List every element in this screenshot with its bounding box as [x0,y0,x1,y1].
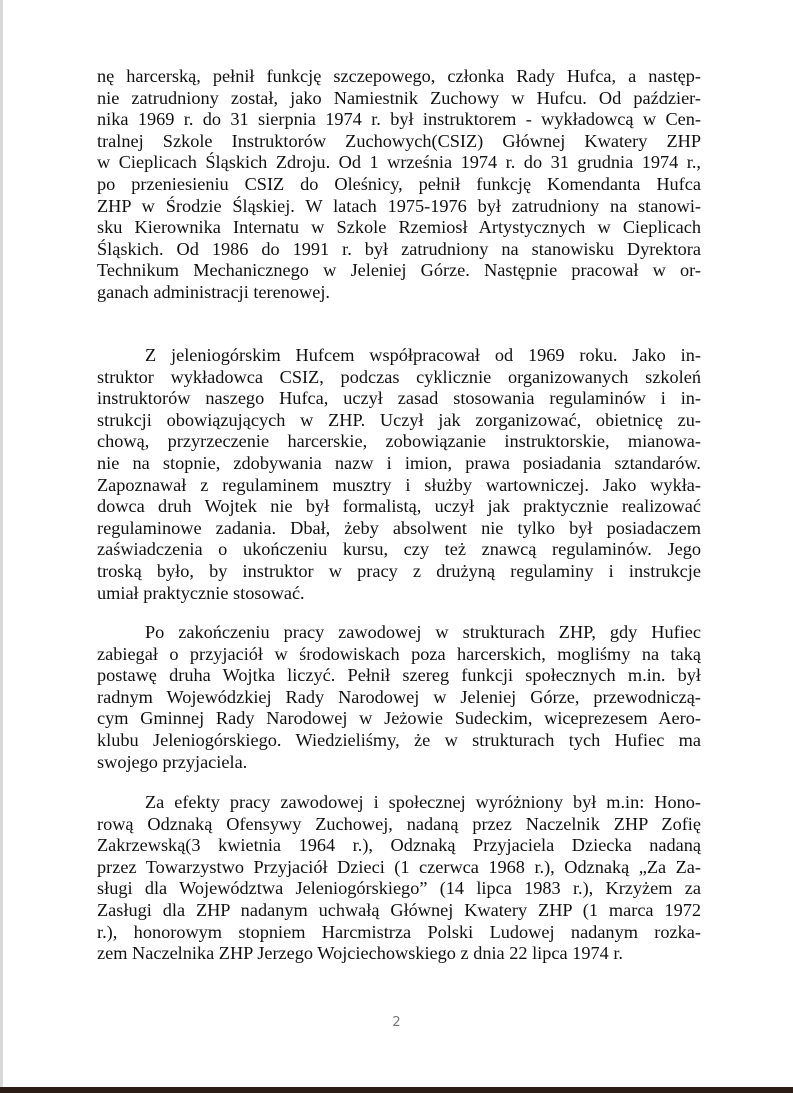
text-line: tralnej Szkole Instruktorów Zuchowych(CSIZ) Głównej Kwatery ZHP [97,130,701,151]
paragraph-1 [97,66,701,304]
text-line: ganach administracji terenowej. [97,281,330,302]
paragraph-3 [97,622,701,773]
text-line: ZHP w Środzie Śląskiej. W latach 1975-1976 był zatrudniony na stanowi- [97,195,701,216]
text-line: Zakrzewską(3 kwietnia 1964 r.), Odznaką Przyjaciela Dziecka nadaną [97,835,701,856]
text-line: instruktorów naszego Hufca, uczył zasad stosowania regulaminów i in- [97,388,701,409]
text-line: strukcji obowiązujących w ZHP. Uczył jak zorganizować, obietnicę zu- [97,409,701,430]
text-line: Z jeleniogórskim Hufcem współpracował od 1969 roku. Jako in- [145,345,701,365]
text-line: radnym Wojewódzkiej Rady Narodowej w Jeleniej Górze, przewodniczą- [97,686,701,707]
text-line: nie zatrudniony został, jako Namiestnik Zuchowy w Hufcu. Od paździer- [97,87,701,108]
text-line: Śląskich. Od 1986 do 1991 r. był zatrudniony na stanowisku Dyrektora [97,238,701,259]
text-line: Technikum Mechanicznego w Jeleniej Górze. Następnie pracował w or- [97,260,701,281]
text-line: r.), honorowym stopniem Harcmistrza Polski Ludowej nadanym rozka- [97,921,701,942]
text-line: zem Naczelnika ZHP Jerzego Wojciechowskiego z dnia 22 lipca 1974 r. [97,943,623,964]
text-line: Zapoznawał z regulaminem musztry i służby wartowniczej. Jako wykła- [97,474,701,495]
paragraph-4 [97,792,701,965]
text-line: sku Kierownika Internatu w Szkole Rzemiosł Artystycznych w Cieplicach [97,217,701,238]
text-line: cym Gminnej Rady Narodowej w Jeżowie Sudeckim, wiceprezesem Aero- [97,708,701,729]
text-line: klubu Jeleniogórskiego. Wiedzieliśmy, że w strukturach tych Hufiec ma [97,729,701,750]
text-line: nika 1969 r. do 31 sierpnia 1974 r. był instruktorem - wykładowcą w Cen- [97,109,701,130]
text-line: rową Odznaką Ofensywy Zuchowej, nadaną przez Naczelnik ZHP Zofię [97,813,701,834]
text-line: umiał praktycznie stosować. [97,582,305,603]
text-line: swojego przyjaciela. [97,751,248,772]
text-line: Za efekty pracy zawodowej i społecznej wyróżniony był m.in: Hono- [145,792,701,812]
text-line: Zasługi dla ZHP nadanym uchwałą Głównej Kwatery ZHP (1 marca 1972 [97,899,701,920]
text-line: regulaminowe zadania. Dbał, żeby absolwent nie tylko był posiadaczem [97,517,701,538]
text-line: zaświadczenia o ukończeniu kursu, czy też znawcą regulaminów. Jego [97,539,701,560]
text-line: zabiegał o przyjaciół w środowiskach poza harcerskich, mogliśmy na taką [97,643,701,664]
page-number: 2 [392,1015,401,1030]
text-line: chową, przyrzeczenie harcerskie, zobowiązanie instruktorskie, mianowa- [97,431,701,452]
text-line: dowca druh Wojtek nie był formalistą, uczył jak praktycznie realizować [97,496,701,517]
text-line: po przeniesieniu CSIZ do Oleśnicy, pełnił funkcję Komendanta Hufca [97,173,701,194]
text-line: sługi dla Województwa Jeleniogórskiego” (14 lipca 1983 r.), Krzyżem za [97,878,701,899]
text-line: nie na stopnie, zdobywania nazw i imion, prawa posiadania sztandarów. [97,452,701,473]
text-line: Po zakończeniu pracy zawodowej w strukturach ZHP, gdy Hufiec [145,622,701,642]
text-line: nę harcerską, pełnił funkcję szczepowego, członka Rady Hufca, a następ- [97,66,701,86]
text-line: troską było, by instruktor w pracy z drużyną regulaminy i instrukcje [97,560,701,581]
window-bottom-edge [0,1087,793,1093]
text-line: w Cieplicach Śląskich Zdroju. Od 1 września 1974 r. do 31 grudnia 1974 r., [97,152,701,173]
text-line: przez Towarzystwo Przyjaciół Dzieci (1 czerwca 1968 r.), Odznaką „Za Za- [97,856,701,877]
text-line: postawę druha Wojtka liczyć. Pełnił szereg funkcji społecznych m.in. był [97,665,701,686]
text-line: struktor wykładowca CSIZ, podczas cyklicznie organizowanych szkoleń [97,366,701,387]
paragraph-2 [97,345,701,604]
